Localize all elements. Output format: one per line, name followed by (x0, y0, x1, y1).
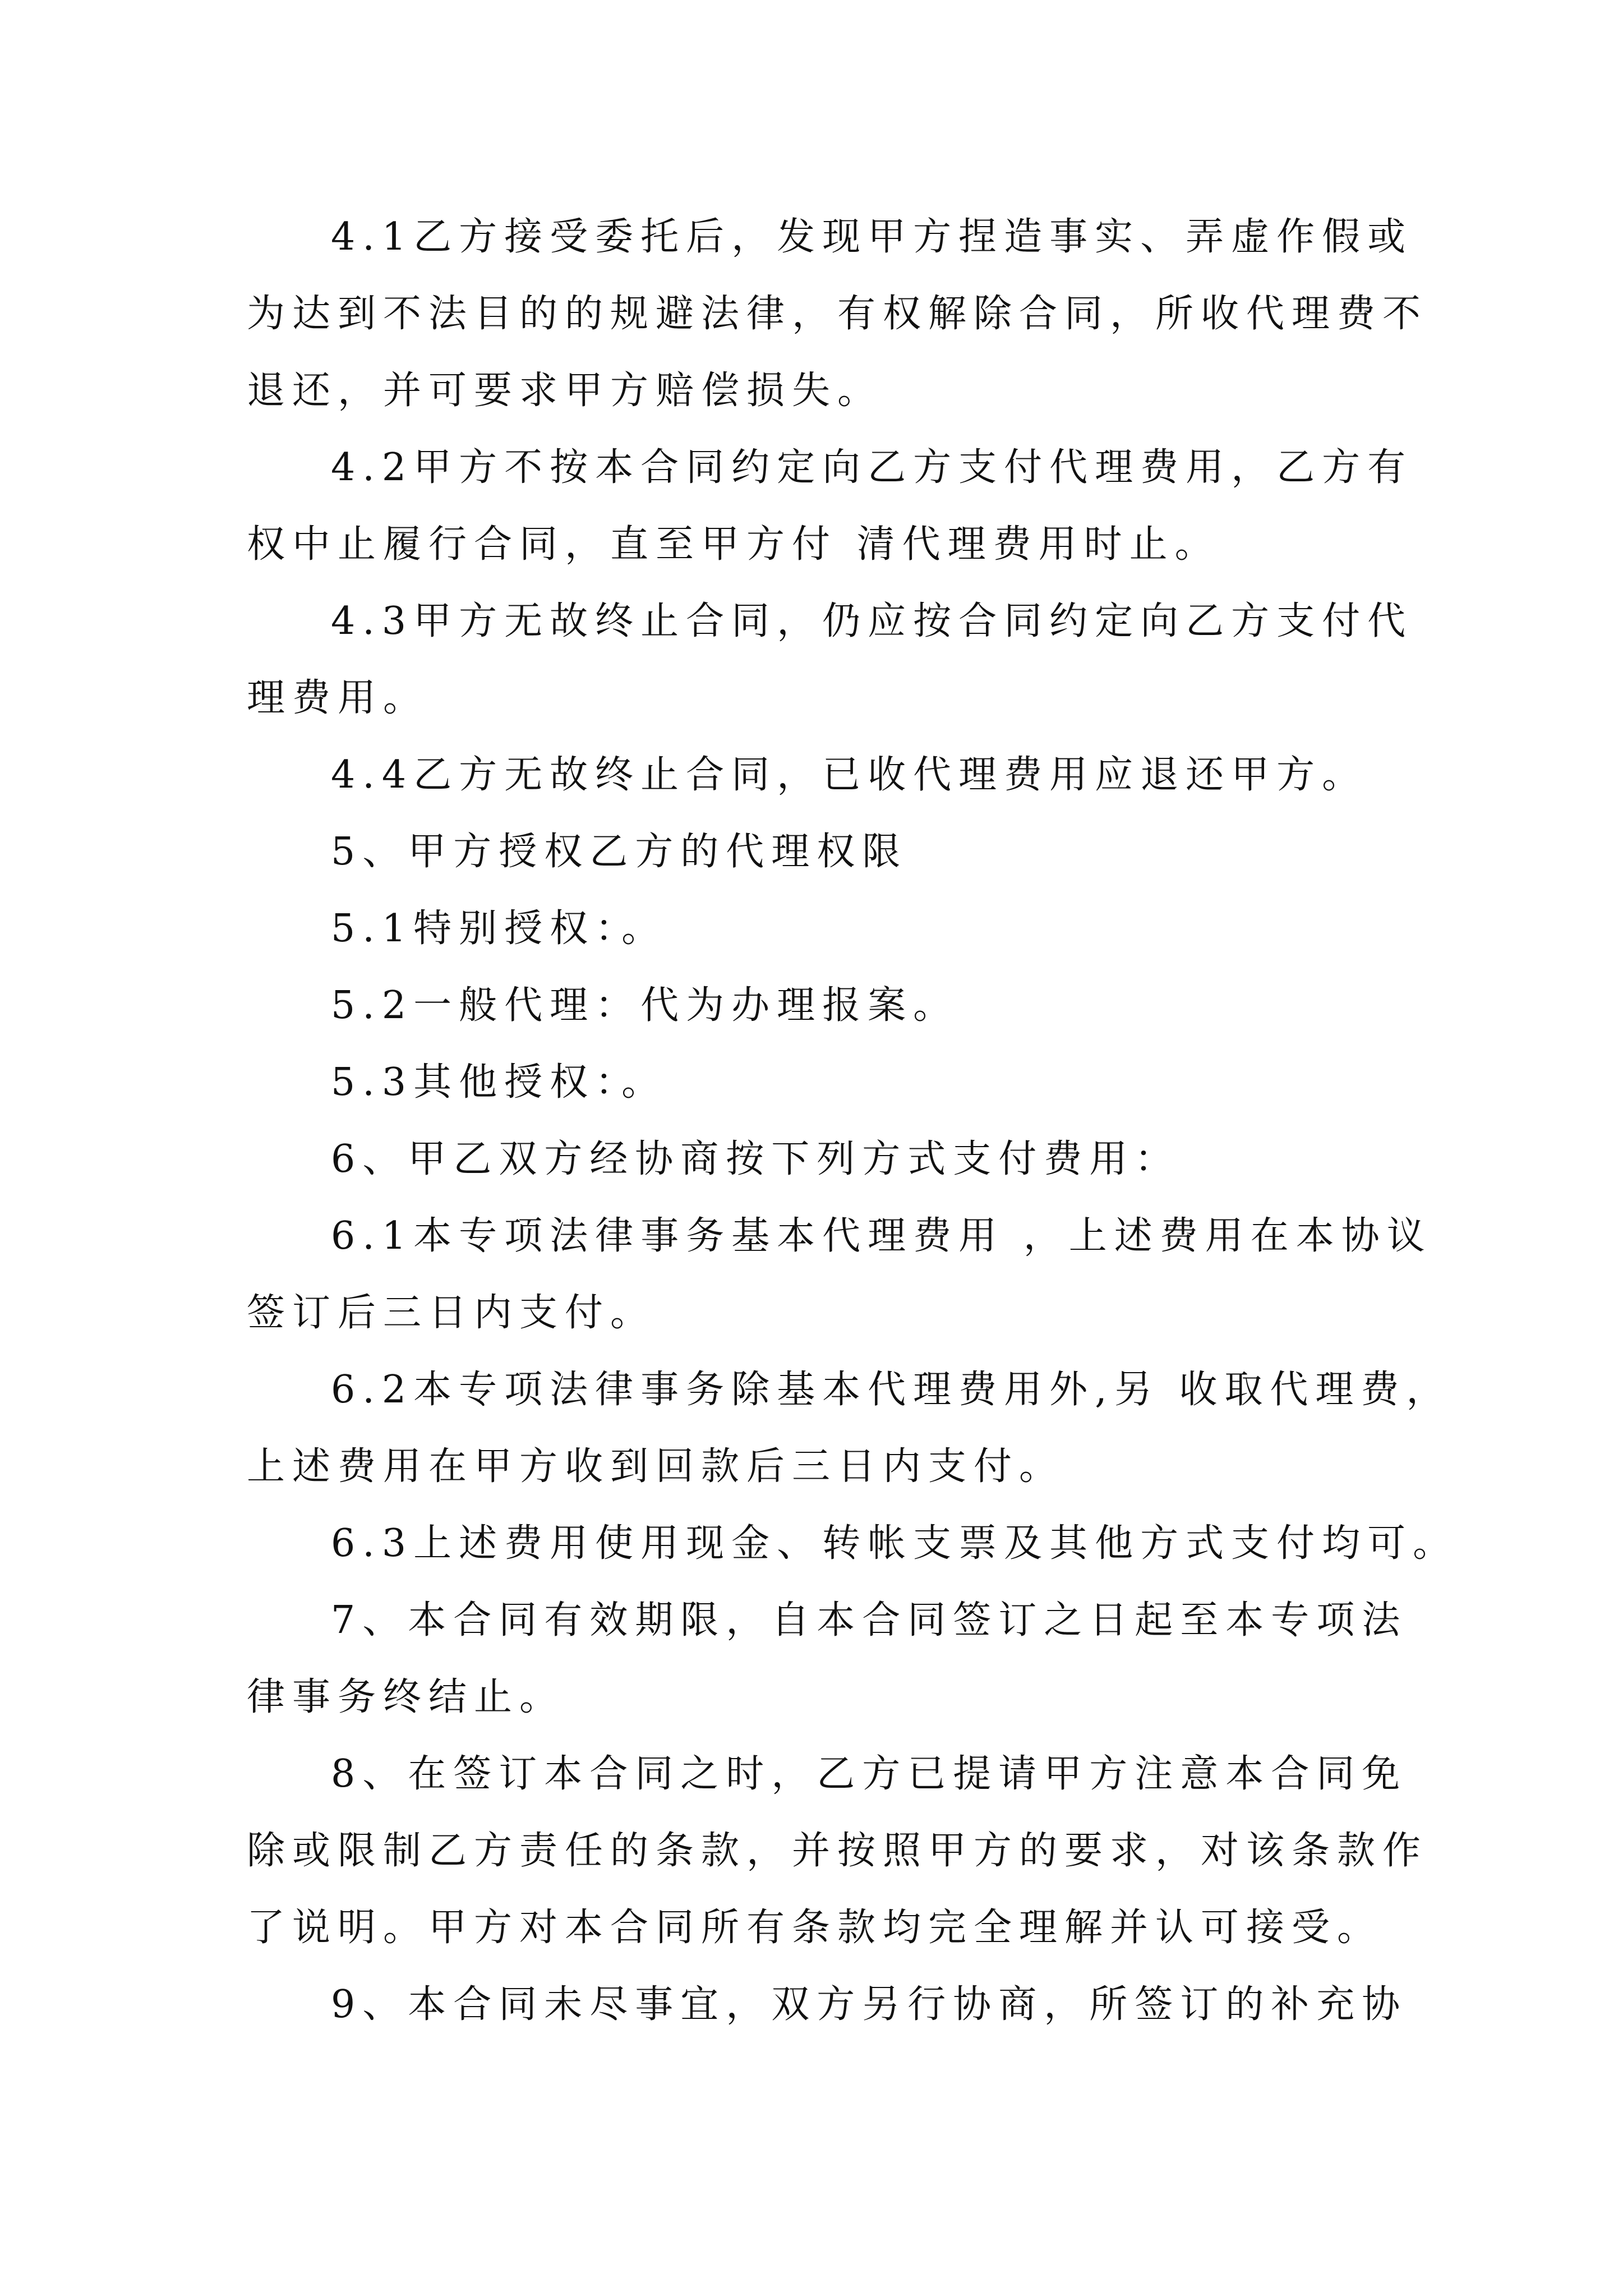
paragraph-5-1: 5.1特别授权：。 (331, 907, 667, 951)
paragraph-4-1-line-3: 退还，并可要求甲方赔偿损失。 (247, 369, 883, 413)
paragraph-7-line-1: 7、本合同有效期限，自本合同签订之日起至本专项法 (331, 1598, 1408, 1642)
section-6-heading: 6、甲乙双方经协商按下列方式支付费用： (331, 1137, 1181, 1181)
paragraph-4-1-line-1: 4.1乙方接受委托后，发现甲方捏造事实、弄虚作假或 (331, 215, 1413, 259)
paragraph-4-2-line-2: 权中止履行合同，直至甲方付 清代理费用时止。 (247, 522, 1220, 567)
paragraph-8-line-3: 了说明。甲方对本合同所有条款均完全理解并认可接受。 (247, 1906, 1383, 1950)
paragraph-5-2: 5.2一般代理：代为办理报案。 (331, 983, 959, 1028)
paragraph-6-2-line-1: 6.2本专项法律事务除基本代理费用外,另 收取代理费， (331, 1368, 1452, 1412)
paragraph-6-1-line-2: 签订后三日内支付。 (247, 1291, 656, 1335)
paragraph-4-2-line-1: 4.2甲方不按本合同约定向乙方支付代理费用，乙方有 (331, 445, 1413, 490)
paragraph-4-1-line-2: 为达到不法目的的规避法律，有权解除合同，所收代理费不 (247, 292, 1428, 336)
paragraph-4-3-line-2: 理费用。 (247, 676, 429, 720)
paragraph-7-line-2: 律事务终结止。 (247, 1675, 565, 1719)
paragraph-5-3: 5.3其他授权：。 (331, 1060, 667, 1105)
paragraph-9-line-1: 9、本合同未尽事宜，双方另行协商，所签订的补充协 (331, 1982, 1408, 2027)
paragraph-4-4: 4.4乙方无故终止合同，已收代理费用应退还甲方。 (331, 753, 1368, 797)
paragraph-8-line-1: 8、在签订本合同之时，乙方已提请甲方注意本合同免 (331, 1752, 1408, 1796)
paragraph-8-line-2: 除或限制乙方责任的条款，并按照甲方的要求，对该条款作 (247, 1829, 1428, 1873)
paragraph-4-3-line-1: 4.3甲方无故终止合同，仍应按合同约定向乙方支付代 (331, 599, 1413, 643)
section-5-heading: 5、甲方授权乙方的代理权限 (331, 830, 908, 874)
paragraph-6-1-line-1: 6.1本专项法律事务基本代理费用 ，上述费用在本协议 (331, 1214, 1432, 1258)
paragraph-6-3: 6.3上述费用使用现金、转帐支票及其他方式支付均可。 (331, 1521, 1459, 1566)
paragraph-6-2-line-2: 上述费用在甲方收到回款后三日内支付。 (247, 1444, 1065, 1489)
